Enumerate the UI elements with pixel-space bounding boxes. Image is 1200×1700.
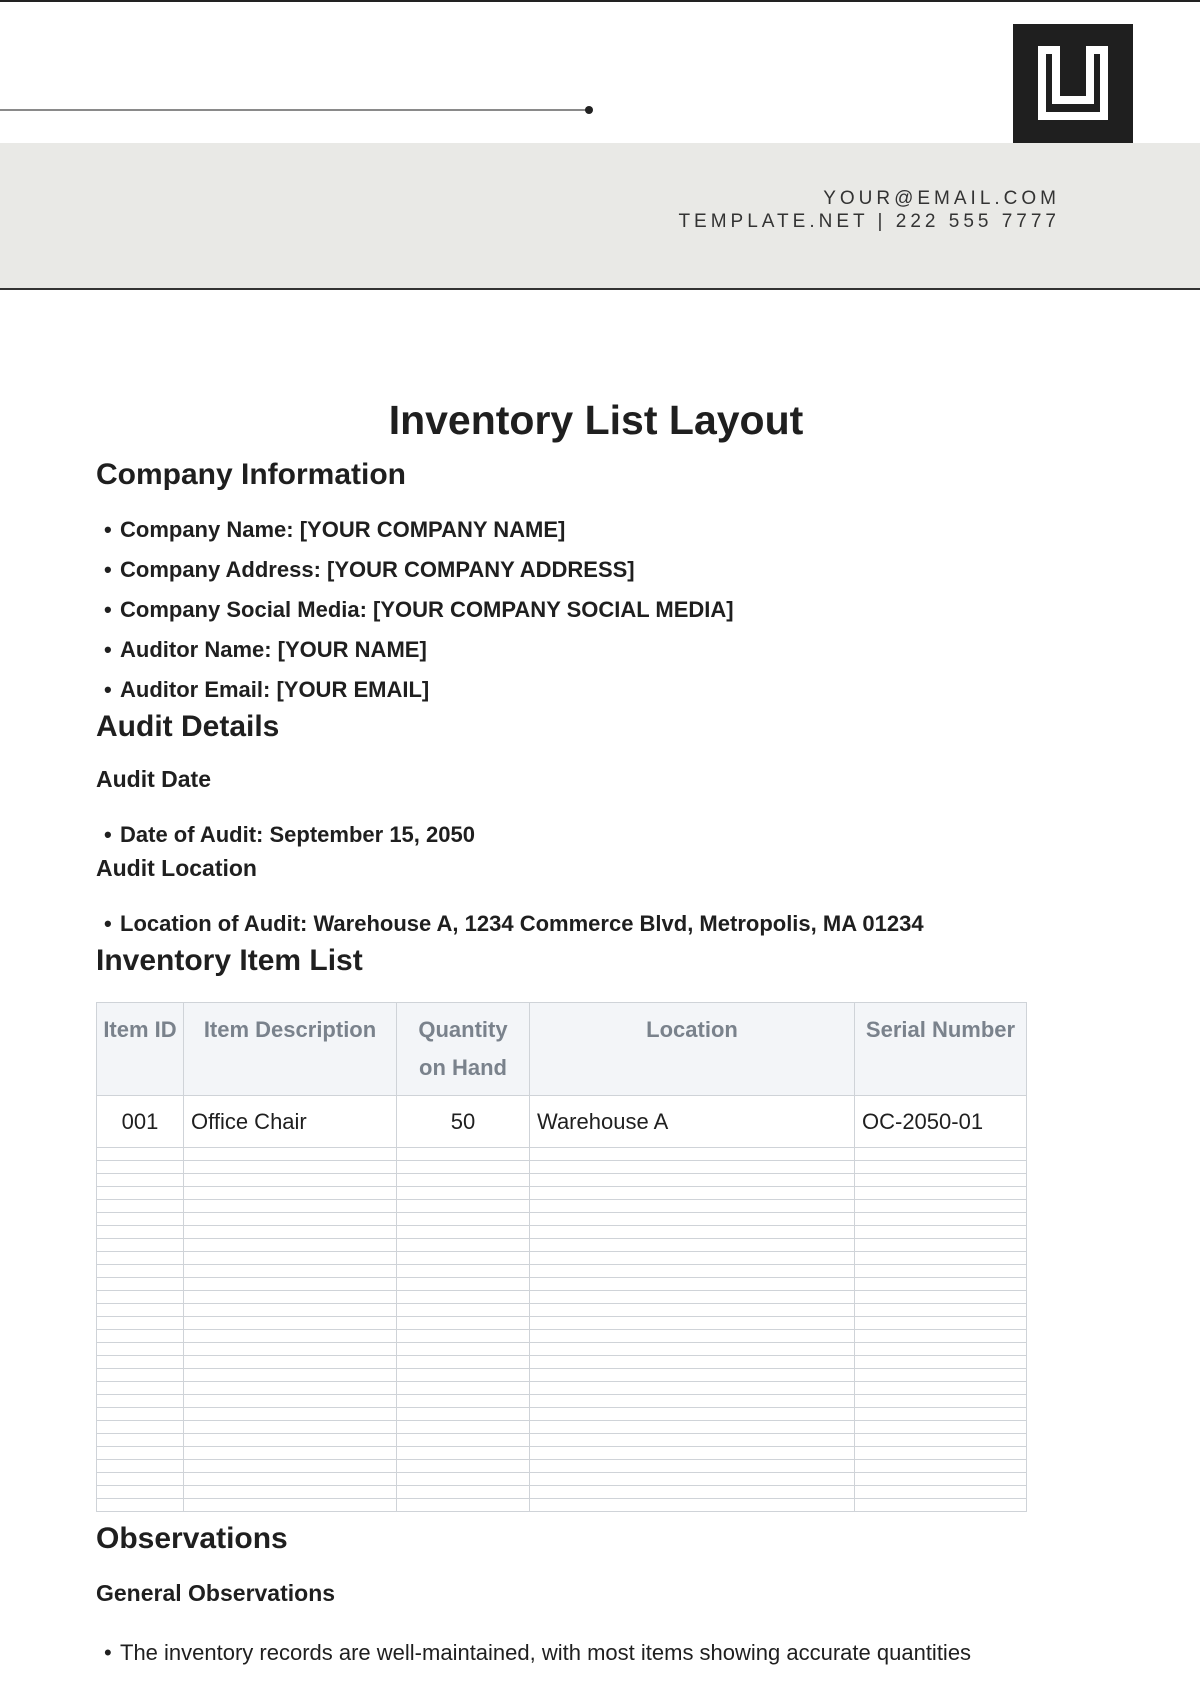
observations-heading: Observations xyxy=(96,1522,288,1555)
auditor-name-item: • Auditor Name: [YOUR NAME] xyxy=(96,630,1096,670)
empty-cell[interactable] xyxy=(97,1161,184,1174)
empty-cell[interactable] xyxy=(184,1499,397,1512)
document-content xyxy=(96,390,1096,1673)
empty-cell[interactable] xyxy=(855,1408,1027,1421)
contact-band xyxy=(0,143,1200,290)
empty-cell[interactable] xyxy=(97,1395,184,1408)
empty-cell[interactable] xyxy=(397,1265,530,1278)
empty-table-row xyxy=(97,1161,1027,1174)
audit-location-heading: Audit Location xyxy=(96,855,257,881)
company-name-item: • Company Name: [YOUR COMPANY NAME] xyxy=(96,510,1096,550)
audit-location-item: • Location of Audit: Warehouse A, 1234 Commerce Blvd, Metropolis, MA 01234 xyxy=(96,904,1096,944)
auditor-email-item: • Auditor Email: [YOUR EMAIL] xyxy=(96,670,1096,710)
cell-serial-number[interactable]: OC-2050-01 xyxy=(855,1096,1027,1148)
empty-cell[interactable] xyxy=(397,1382,530,1395)
empty-cell[interactable] xyxy=(97,1486,184,1499)
empty-table-row xyxy=(97,1473,1027,1486)
empty-cell[interactable] xyxy=(97,1421,184,1434)
empty-cell[interactable] xyxy=(855,1330,1027,1343)
contact-info xyxy=(678,187,1060,233)
empty-table-row xyxy=(97,1317,1027,1330)
empty-table-row xyxy=(97,1200,1027,1213)
empty-cell[interactable] xyxy=(855,1356,1027,1369)
top-rule xyxy=(0,0,1200,2)
empty-cell[interactable] xyxy=(97,1317,184,1330)
empty-cell[interactable] xyxy=(530,1486,855,1499)
empty-cell[interactable] xyxy=(855,1148,1027,1161)
empty-cell[interactable] xyxy=(97,1447,184,1460)
empty-cell[interactable] xyxy=(184,1473,397,1486)
empty-cell[interactable] xyxy=(184,1304,397,1317)
empty-table-row xyxy=(97,1226,1027,1239)
empty-table-row xyxy=(97,1174,1027,1187)
empty-cell[interactable] xyxy=(397,1161,530,1174)
empty-cell[interactable] xyxy=(97,1499,184,1512)
empty-table-row xyxy=(97,1304,1027,1317)
empty-cell[interactable] xyxy=(397,1239,530,1252)
empty-cell[interactable] xyxy=(530,1200,855,1213)
header-decorative-line xyxy=(0,109,588,111)
empty-cell[interactable] xyxy=(97,1187,184,1200)
general-observations-list xyxy=(96,1633,1096,1673)
empty-cell[interactable] xyxy=(397,1200,530,1213)
empty-cell[interactable] xyxy=(855,1252,1027,1265)
audit-date-item: • Date of Audit: September 15, 2050 xyxy=(96,815,1096,855)
empty-cell[interactable] xyxy=(397,1499,530,1512)
empty-table-row xyxy=(97,1278,1027,1291)
empty-cell[interactable] xyxy=(855,1226,1027,1239)
empty-cell[interactable] xyxy=(855,1239,1027,1252)
cell-item-id[interactable]: 001 xyxy=(97,1096,184,1148)
empty-cell[interactable] xyxy=(530,1395,855,1408)
empty-cell[interactable] xyxy=(97,1174,184,1187)
template-logo-icon xyxy=(1013,24,1133,144)
empty-cell[interactable] xyxy=(855,1200,1027,1213)
empty-table-row xyxy=(97,1434,1027,1447)
audit-details-heading: Audit Details xyxy=(96,710,280,743)
empty-cell[interactable] xyxy=(97,1239,184,1252)
empty-cell[interactable] xyxy=(397,1369,530,1382)
empty-cell[interactable] xyxy=(184,1252,397,1265)
empty-table-row xyxy=(97,1291,1027,1304)
empty-cell[interactable] xyxy=(530,1213,855,1226)
audit-date-list xyxy=(96,815,1096,855)
inventory-heading: Inventory Item List xyxy=(96,944,363,977)
empty-cell[interactable] xyxy=(97,1408,184,1421)
empty-cell[interactable] xyxy=(530,1148,855,1161)
empty-cell[interactable] xyxy=(184,1291,397,1304)
table-row xyxy=(97,1096,1027,1148)
empty-cell[interactable] xyxy=(530,1252,855,1265)
audit-location-list xyxy=(96,904,1096,944)
empty-cell[interactable] xyxy=(530,1408,855,1421)
observation-item: • The inventory records are well-maintained, with most items showing accurate quantities xyxy=(96,1633,1096,1673)
inventory-table xyxy=(96,1002,1027,1512)
audit-date-heading: Audit Date xyxy=(96,766,211,792)
empty-cell[interactable] xyxy=(855,1382,1027,1395)
empty-cell[interactable] xyxy=(855,1291,1027,1304)
empty-cell[interactable] xyxy=(97,1226,184,1239)
empty-cell[interactable] xyxy=(855,1213,1027,1226)
empty-cell[interactable] xyxy=(184,1174,397,1187)
empty-cell[interactable] xyxy=(184,1369,397,1382)
col-header-location: Location xyxy=(530,1003,855,1096)
empty-cell[interactable] xyxy=(184,1356,397,1369)
page-title: Inventory List Layout xyxy=(388,397,804,443)
empty-cell[interactable] xyxy=(97,1330,184,1343)
empty-cell[interactable] xyxy=(530,1460,855,1473)
empty-cell[interactable] xyxy=(397,1252,530,1265)
empty-cell[interactable] xyxy=(397,1421,530,1434)
empty-table-row xyxy=(97,1356,1027,1369)
empty-cell[interactable] xyxy=(184,1486,397,1499)
empty-table-row xyxy=(97,1382,1027,1395)
empty-cell[interactable] xyxy=(184,1226,397,1239)
empty-cell[interactable] xyxy=(530,1330,855,1343)
empty-table-row xyxy=(97,1148,1027,1161)
empty-cell[interactable] xyxy=(530,1265,855,1278)
empty-cell[interactable] xyxy=(184,1187,397,1200)
empty-cell[interactable] xyxy=(397,1291,530,1304)
empty-cell[interactable] xyxy=(855,1265,1027,1278)
empty-cell[interactable] xyxy=(530,1356,855,1369)
empty-cell[interactable] xyxy=(530,1226,855,1239)
empty-cell[interactable] xyxy=(530,1382,855,1395)
empty-cell[interactable] xyxy=(184,1161,397,1174)
cell-location[interactable]: Warehouse A xyxy=(530,1096,855,1148)
empty-cell[interactable] xyxy=(184,1200,397,1213)
empty-cell[interactable] xyxy=(530,1161,855,1174)
empty-cell[interactable] xyxy=(184,1265,397,1278)
empty-cell[interactable] xyxy=(855,1421,1027,1434)
empty-cell[interactable] xyxy=(184,1317,397,1330)
empty-cell[interactable] xyxy=(97,1304,184,1317)
empty-cell[interactable] xyxy=(397,1356,530,1369)
cell-quantity[interactable]: 50 xyxy=(397,1096,530,1148)
empty-cell[interactable] xyxy=(855,1473,1027,1486)
empty-cell[interactable] xyxy=(97,1356,184,1369)
col-header-quantity: Quantity on Hand xyxy=(397,1003,530,1096)
company-address-item: • Company Address: [YOUR COMPANY ADDRESS] xyxy=(96,550,1096,590)
col-header-item-id: Item ID xyxy=(97,1003,184,1096)
empty-cell[interactable] xyxy=(855,1434,1027,1447)
empty-cell[interactable] xyxy=(530,1291,855,1304)
empty-cell[interactable] xyxy=(397,1148,530,1161)
empty-table-row xyxy=(97,1486,1027,1499)
empty-cell[interactable] xyxy=(397,1343,530,1356)
empty-cell[interactable] xyxy=(97,1473,184,1486)
empty-cell[interactable] xyxy=(397,1174,530,1187)
empty-table-row xyxy=(97,1343,1027,1356)
contact-email[interactable]: YOUR@EMAIL.COM xyxy=(823,188,1060,209)
general-observations-heading: General Observations xyxy=(96,1580,336,1606)
empty-cell[interactable] xyxy=(97,1291,184,1304)
empty-cell[interactable] xyxy=(397,1330,530,1343)
empty-table-row xyxy=(97,1421,1027,1434)
col-header-item-description: Item Description xyxy=(184,1003,397,1096)
empty-cell[interactable] xyxy=(530,1421,855,1434)
empty-cell[interactable] xyxy=(530,1317,855,1330)
empty-cell[interactable] xyxy=(184,1278,397,1291)
empty-cell[interactable] xyxy=(184,1213,397,1226)
empty-cell[interactable] xyxy=(397,1226,530,1239)
empty-cell[interactable] xyxy=(97,1434,184,1447)
empty-cell[interactable] xyxy=(397,1408,530,1421)
col-header-serial-number: Serial Number xyxy=(855,1003,1027,1096)
empty-cell[interactable] xyxy=(97,1369,184,1382)
empty-cell[interactable] xyxy=(530,1239,855,1252)
empty-cell[interactable] xyxy=(184,1434,397,1447)
empty-cell[interactable] xyxy=(530,1174,855,1187)
empty-cell[interactable] xyxy=(184,1239,397,1252)
empty-cell[interactable] xyxy=(97,1343,184,1356)
empty-cell[interactable] xyxy=(530,1473,855,1486)
empty-cell[interactable] xyxy=(530,1434,855,1447)
empty-cell[interactable] xyxy=(397,1317,530,1330)
empty-cell[interactable] xyxy=(97,1460,184,1473)
empty-cell[interactable] xyxy=(855,1447,1027,1460)
empty-table-row xyxy=(97,1330,1027,1343)
empty-cell[interactable] xyxy=(530,1304,855,1317)
empty-cell[interactable] xyxy=(855,1343,1027,1356)
empty-cell[interactable] xyxy=(530,1447,855,1460)
empty-cell[interactable] xyxy=(97,1213,184,1226)
empty-cell[interactable] xyxy=(855,1486,1027,1499)
empty-cell[interactable] xyxy=(855,1304,1027,1317)
empty-cell[interactable] xyxy=(855,1161,1027,1174)
empty-cell[interactable] xyxy=(184,1382,397,1395)
empty-cell[interactable] xyxy=(855,1317,1027,1330)
empty-cell[interactable] xyxy=(184,1460,397,1473)
empty-cell[interactable] xyxy=(184,1408,397,1421)
empty-cell[interactable] xyxy=(184,1343,397,1356)
empty-table-row xyxy=(97,1369,1027,1382)
empty-cell[interactable] xyxy=(397,1304,530,1317)
empty-cell[interactable] xyxy=(397,1460,530,1473)
empty-cell[interactable] xyxy=(97,1148,184,1161)
empty-cell[interactable] xyxy=(530,1187,855,1200)
empty-cell[interactable] xyxy=(397,1278,530,1291)
empty-cell[interactable] xyxy=(855,1395,1027,1408)
empty-table-row xyxy=(97,1499,1027,1512)
empty-cell[interactable] xyxy=(855,1187,1027,1200)
empty-cell[interactable] xyxy=(855,1174,1027,1187)
empty-table-row xyxy=(97,1239,1027,1252)
empty-cell[interactable] xyxy=(855,1499,1027,1512)
empty-cell[interactable] xyxy=(530,1499,855,1512)
empty-cell[interactable] xyxy=(397,1213,530,1226)
company-info-list xyxy=(96,510,1096,710)
company-social-item: • Company Social Media: [YOUR COMPANY SOCIAL MEDIA] xyxy=(96,590,1096,630)
empty-cell[interactable] xyxy=(97,1200,184,1213)
empty-cell[interactable] xyxy=(97,1252,184,1265)
empty-table-row xyxy=(97,1447,1027,1460)
empty-cell[interactable] xyxy=(184,1447,397,1460)
empty-table-row xyxy=(97,1265,1027,1278)
header-line-dot xyxy=(585,106,593,114)
empty-table-row xyxy=(97,1460,1027,1473)
empty-cell[interactable] xyxy=(530,1369,855,1382)
company-info-heading: Company Information xyxy=(96,458,407,491)
empty-table-row xyxy=(97,1252,1027,1265)
empty-cell[interactable] xyxy=(97,1278,184,1291)
table-header-row xyxy=(97,1003,1027,1096)
empty-cell[interactable] xyxy=(397,1447,530,1460)
empty-cell[interactable] xyxy=(184,1330,397,1343)
empty-cell[interactable] xyxy=(397,1486,530,1499)
empty-cell[interactable] xyxy=(184,1421,397,1434)
empty-table-row xyxy=(97,1187,1027,1200)
empty-table-row xyxy=(97,1408,1027,1421)
cell-item-description[interactable]: Office Chair xyxy=(184,1096,397,1148)
empty-cell[interactable] xyxy=(184,1148,397,1161)
empty-cell[interactable] xyxy=(397,1473,530,1486)
empty-cell[interactable] xyxy=(855,1460,1027,1473)
empty-cell[interactable] xyxy=(855,1278,1027,1291)
empty-cell[interactable] xyxy=(530,1278,855,1291)
empty-cell[interactable] xyxy=(97,1382,184,1395)
empty-table-row xyxy=(97,1213,1027,1226)
empty-cell[interactable] xyxy=(855,1369,1027,1382)
empty-cell[interactable] xyxy=(530,1343,855,1356)
empty-cell[interactable] xyxy=(397,1395,530,1408)
empty-cell[interactable] xyxy=(184,1395,397,1408)
empty-cell[interactable] xyxy=(397,1187,530,1200)
empty-table-row xyxy=(97,1395,1027,1408)
empty-cell[interactable] xyxy=(397,1434,530,1447)
empty-cell[interactable] xyxy=(97,1265,184,1278)
contact-website-phone[interactable]: TEMPLATE.NET | 222 555 7777 xyxy=(678,211,1060,232)
